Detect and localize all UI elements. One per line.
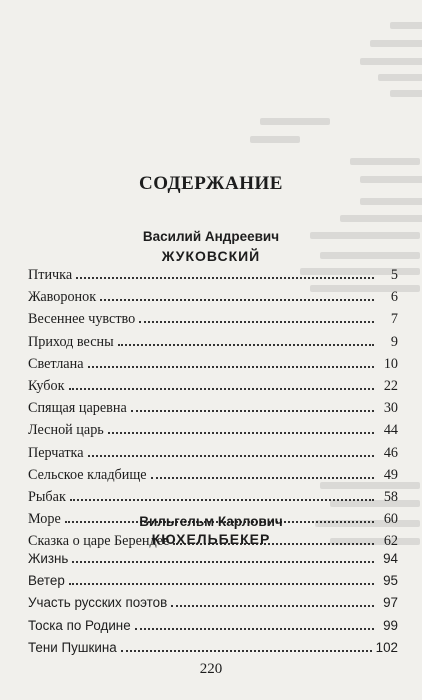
toc-entry-title: Море — [28, 511, 61, 528]
toc-entry — [28, 615, 398, 637]
toc-entry-page: 58 — [383, 488, 398, 505]
toc-entry — [28, 375, 398, 397]
toc-entry-title: Тени Пушкина — [28, 639, 117, 655]
toc-entry — [28, 486, 398, 508]
toc-entry-page: 97 — [383, 595, 398, 611]
dot-leader — [135, 627, 374, 630]
dot-leader — [100, 298, 374, 301]
toc-entry — [28, 286, 398, 308]
dot-leader — [118, 343, 374, 346]
toc-entry-page: 30 — [383, 400, 398, 417]
toc-entry-title: Сказка о царе Берендее — [28, 533, 170, 550]
toc-entry — [28, 331, 398, 353]
toc-entry-title: Рыбак — [28, 488, 66, 505]
toc-entry — [28, 464, 398, 486]
toc-entry-title: Приход весны — [28, 333, 114, 350]
toc-entry — [28, 637, 398, 659]
toc-entry-title: Тоска по Родине — [28, 617, 131, 633]
toc-entry-title: Кубок — [28, 377, 65, 394]
author-first-name: Вильгельм Карлович — [139, 514, 283, 529]
toc-entry — [28, 442, 398, 464]
dot-leader — [70, 498, 374, 501]
dot-leader — [72, 560, 374, 563]
toc-entry-title: Жаворонок — [28, 289, 97, 306]
toc-entry-page: 9 — [390, 333, 398, 350]
dot-leader — [171, 604, 374, 607]
toc-entry-title: Участь русских поэтов — [28, 595, 168, 611]
dot-leader — [139, 320, 374, 323]
toc-entry-page: 95 — [383, 573, 398, 589]
toc-entry — [28, 592, 398, 614]
toc-entry-title: Сельское кладбище — [28, 466, 147, 483]
toc-entry — [28, 264, 398, 286]
toc-entry — [28, 419, 398, 441]
toc-entry-title: Перчатка — [28, 444, 84, 461]
toc-entry-title: Светлана — [28, 355, 84, 372]
toc-entry — [28, 570, 398, 592]
dot-leader — [131, 409, 374, 412]
toc-entry-page: 94 — [383, 551, 398, 566]
author-first-name: Василий Андреевич — [142, 229, 280, 244]
toc-entry-page: 22 — [383, 377, 398, 394]
toc-entry — [28, 397, 398, 419]
dot-leader — [151, 476, 374, 479]
toc-entry — [28, 548, 398, 570]
page-title: СОДЕРЖАНИЕ — [139, 173, 283, 194]
toc-entry-page: 7 — [390, 311, 398, 328]
dot-leader — [69, 582, 374, 585]
toc-entry-title: Спящая царевна — [28, 400, 127, 417]
toc-list — [28, 548, 398, 659]
toc-entry-title: Весеннее чувство — [28, 311, 136, 328]
toc-entry-page: 10 — [383, 355, 398, 372]
toc-entry-title: Ветер — [28, 573, 65, 589]
toc-entry-page: 62 — [383, 533, 398, 550]
dot-leader — [76, 276, 374, 279]
toc-entry — [28, 353, 398, 375]
toc-entry-page: 102 — [375, 639, 398, 655]
toc-entry-page: 44 — [383, 422, 398, 439]
dot-leader — [108, 431, 374, 434]
author-last-name: КЮХЕЛЬБЕКЕР — [151, 531, 271, 547]
toc-entry-page: 46 — [383, 444, 398, 461]
toc-entry-title: Жизнь — [28, 551, 69, 566]
dot-leader — [121, 649, 372, 652]
dot-leader — [88, 454, 374, 457]
toc-entry-page: 99 — [383, 617, 398, 633]
toc-entry-page: 49 — [383, 466, 398, 483]
dot-leader — [69, 387, 374, 390]
toc-entry — [28, 308, 398, 330]
toc-entry-title: Лесной царь — [28, 422, 104, 439]
dot-leader — [88, 365, 375, 368]
toc-entry-page: 5 — [390, 267, 398, 283]
toc-entry-page: 6 — [390, 289, 398, 306]
toc-list — [28, 264, 398, 552]
page-number: 220 — [199, 661, 223, 677]
toc-entry-page: 60 — [383, 511, 398, 528]
author-last-name: ЖУКОВСКИЙ — [161, 248, 261, 264]
toc-entry-title: Птичка — [28, 267, 73, 283]
